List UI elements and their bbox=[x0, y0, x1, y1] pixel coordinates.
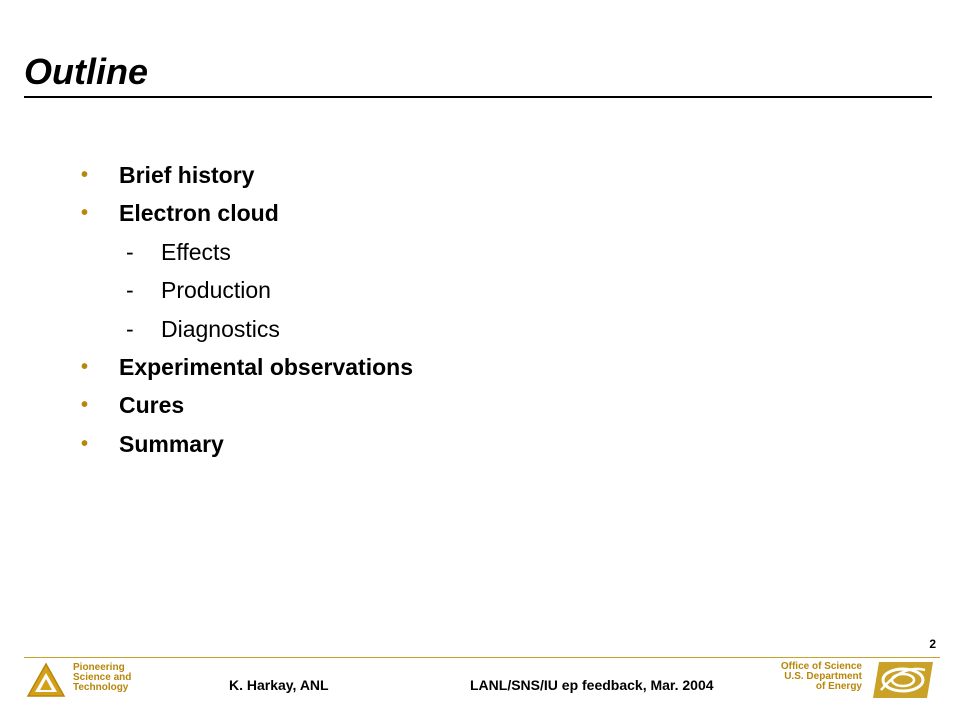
doe-office-of-science-logo-icon bbox=[871, 660, 935, 700]
footer-rule bbox=[24, 657, 940, 658]
outline-subitem-label: Production bbox=[161, 277, 271, 304]
outline-item-label: Cures bbox=[119, 392, 185, 419]
outline-item-experimental-observations bbox=[80, 348, 413, 386]
bullet-icon: • bbox=[81, 202, 89, 225]
outline-subitem-production bbox=[80, 271, 413, 309]
outline-item-electron-cloud bbox=[80, 194, 413, 232]
outline-item-summary bbox=[80, 425, 413, 463]
outline-subitem-label: Diagnostics bbox=[161, 315, 280, 342]
dash-marker: - bbox=[126, 277, 134, 304]
left-tagline bbox=[73, 663, 131, 693]
right-tagline-line: U.S. Department bbox=[784, 671, 862, 682]
dash-marker: - bbox=[126, 238, 134, 265]
left-tagline-line: Pioneering bbox=[73, 662, 125, 673]
outline-list bbox=[80, 156, 413, 463]
footer-talk-title: LANL/SNS/IU ep feedback, Mar. 2004 bbox=[470, 677, 714, 693]
outline-item-label: Experimental observations bbox=[119, 353, 413, 380]
outline-item-brief-history bbox=[80, 156, 413, 194]
bullet-icon: • bbox=[81, 432, 89, 455]
page-number: 2 bbox=[929, 637, 936, 651]
slide-title: Outline bbox=[24, 51, 148, 92]
dash-marker: - bbox=[126, 315, 134, 342]
footer-author: K. Harkay, ANL bbox=[229, 677, 329, 693]
outline-item-cures bbox=[80, 386, 413, 424]
right-tagline bbox=[781, 662, 862, 692]
left-tagline-line: Science and bbox=[73, 672, 132, 683]
right-tagline-line: of Energy bbox=[815, 681, 862, 692]
outline-subitem-label: Effects bbox=[161, 238, 231, 265]
bullet-icon: • bbox=[81, 394, 89, 417]
outline-item-label: Summary bbox=[119, 430, 224, 457]
outline-subitem-effects bbox=[80, 233, 413, 271]
argonne-triangle-logo-icon bbox=[26, 662, 66, 698]
title-underline bbox=[24, 96, 932, 98]
bullet-icon: • bbox=[81, 355, 89, 378]
bullet-icon: • bbox=[81, 164, 89, 186]
left-tagline-line: Technology bbox=[73, 682, 129, 693]
outline-subitem-diagnostics bbox=[80, 310, 413, 348]
right-tagline-line: Office of Science bbox=[780, 661, 862, 672]
outline-item-label: Brief history bbox=[119, 162, 255, 188]
outline-item-label: Electron cloud bbox=[119, 200, 279, 227]
